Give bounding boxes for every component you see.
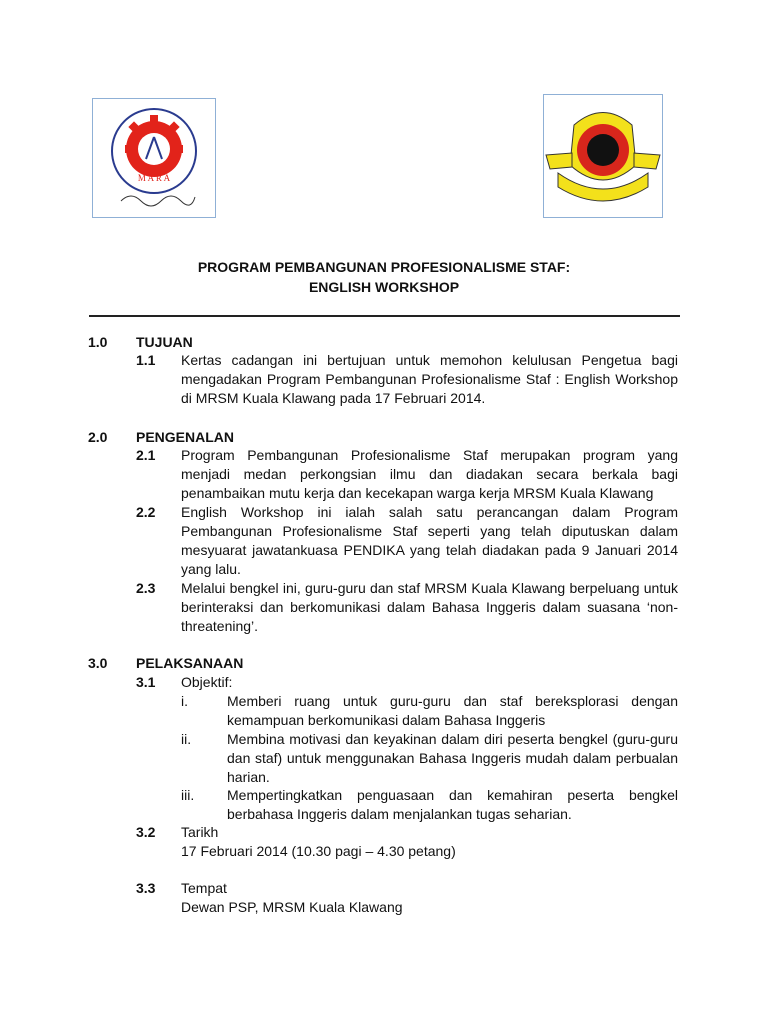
paragraph: Program Pembangunan Profesionalisme Staf merupakan program yang menjadi medan perkongsian ilmu dan diadakan secara berkala bagi penambaikan mutu kerja dan kecekapan warga kerja MRSM Kuala Klawang bbox=[181, 447, 678, 501]
item-label: Tempat bbox=[181, 880, 227, 896]
list-item: Membina motivasi dan keyakinan dalam diri peserta bengkel (guru-guru dan staf) untuk menggunakan Bahasa Inggeris mudah dalam perbualan harian. bbox=[227, 731, 678, 785]
paragraph: English Workshop ini ialah salah satu perancangan dalam Program Pembangunan Profesionalisme Staf seperti yang telah diputuskan dalam mesyuarat jawatankuasa PENDIKA yang telah diadakan pada 9 Januari 2014 yang lalu. bbox=[181, 504, 678, 577]
paragraph: Kertas cadangan ini bertujuan untuk memohon kelulusan Pengetua bagi mengadakan Program Pembangunan Profesionalisme Staf : English Workshop di MRSM Kuala Klawang pada 17 Februari 2014. bbox=[181, 352, 678, 406]
list-item: Memberi ruang untuk guru-guru dan staf bereksplorasi dengan kemampuan berkomunikasi dalam Bahasa Inggeris bbox=[227, 693, 678, 728]
section-number: 1.0 bbox=[88, 334, 108, 350]
item-number: 3.1 bbox=[136, 674, 156, 690]
section-heading: PENGENALAN bbox=[136, 429, 235, 445]
title-line-1: PROGRAM PEMBANGUNAN PROFESIONALISME STAF: bbox=[197, 259, 571, 275]
item-number: 2.2 bbox=[136, 504, 156, 520]
item-label: Objektif: bbox=[181, 674, 233, 690]
venue-value: Dewan PSP, MRSM Kuala Klawang bbox=[181, 899, 403, 915]
paragraph: Melalui bengkel ini, guru-guru dan staf MRSM Kuala Klawang berpeluang untuk berinteraksi dan berkomunikasi dalam Bahasa Inggeris dalam suasana ‘non-threatening’. bbox=[181, 580, 678, 634]
svg-text:M A R A: M A R A bbox=[137, 173, 171, 183]
item-number: 1.1 bbox=[136, 352, 156, 368]
section-number: 2.0 bbox=[88, 429, 108, 445]
item-number: 2.1 bbox=[136, 447, 156, 463]
section-number: 3.0 bbox=[88, 655, 108, 671]
item-number: 3.2 bbox=[136, 824, 156, 840]
list-number: iii. bbox=[181, 787, 195, 803]
divider bbox=[89, 315, 680, 317]
section-heading: PELAKSANAAN bbox=[136, 655, 244, 671]
mara-logo bbox=[92, 98, 216, 218]
list-number: i. bbox=[181, 693, 188, 709]
section-heading: TUJUAN bbox=[136, 334, 193, 350]
item-number: 3.3 bbox=[136, 880, 156, 896]
list-item: Mempertingkatkan penguasaan dan kemahiran peserta bengkel berbahasa Inggeris dalam menjalankan tugas seharian. bbox=[227, 787, 678, 822]
item-label: Tarikh bbox=[181, 824, 219, 840]
date-value: 17 Februari 2014 (10.30 pagi – 4.30 petang) bbox=[181, 843, 456, 859]
list-number: ii. bbox=[181, 731, 192, 747]
item-number: 2.3 bbox=[136, 580, 156, 596]
mrsm-logo bbox=[543, 94, 663, 218]
title-line-2: ENGLISH WORKSHOP bbox=[308, 279, 460, 295]
